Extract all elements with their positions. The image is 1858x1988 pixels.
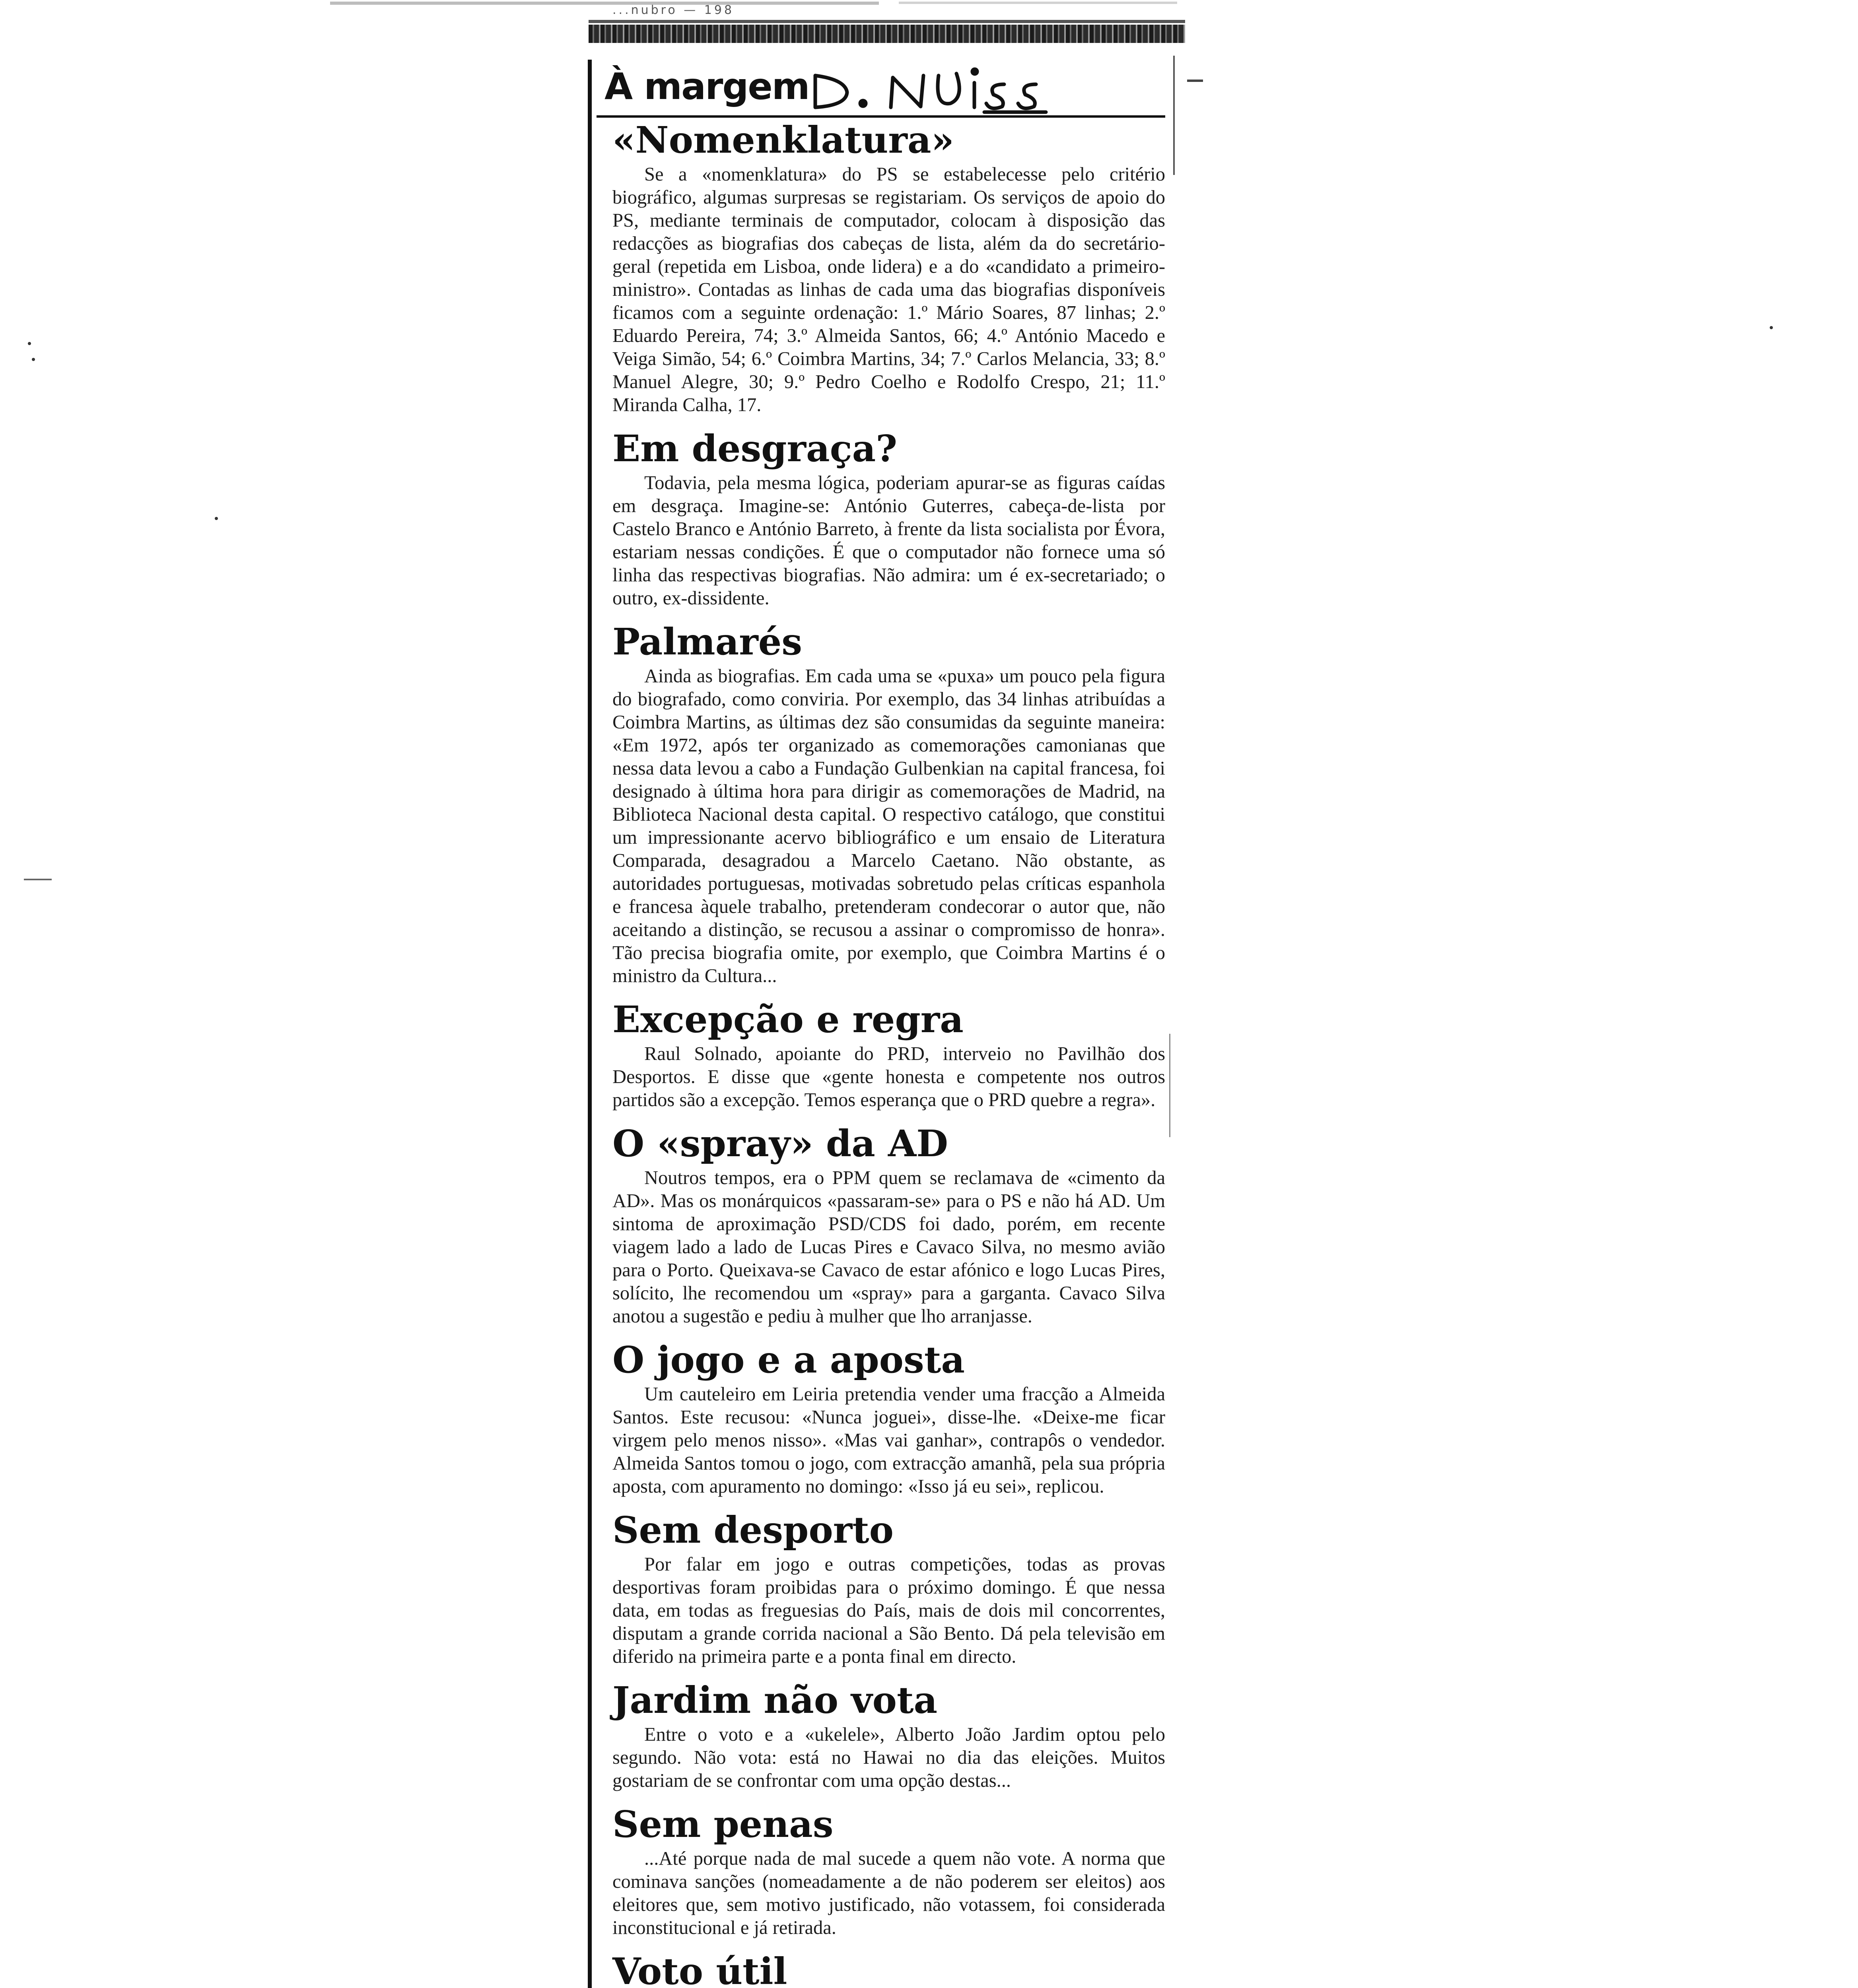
article-body: Se a «nomenklatura» do PS se estabelecesse pelo critério biográfico, algumas surpresas se registariam. Os serviços de apoio do PS, mediante terminais de computador, colocam à disposição das redacções as biografias dos cabeças de lista, além da do secretário-geral (repetida em Lisboa, onde lidera) e a do «candidato a primeiro-ministro». Contadas as linhas de cada uma das biografias disponíveis ficamos com a seguinte ordenação: 1.º Mário Soares, 87 linhas; 2.º Eduardo Pereira, 74; 3.º Almeida Santos, 66; 4.º António Macedo e Veiga Simão, 54; 6.º Coimbra Martins, 34; 7.º Carlos Melancia, 33; 8.º Manuel Alegre, 30; 9.º Pedro Coelho e Rodolfo Crespo, 21; 11.º Miranda Calha, 17. xyxy=(612,164,1165,415)
article-body: ...Até porque nada de mal sucede a quem não vote. A norma que cominava sanções (nomeadamente a de não poderem ser eleitos) aos eleitores que, sem motivo justificado, não votassem, foi considerada inconstitucional e já retirada. xyxy=(612,1848,1165,1938)
article-o-jogo-e-a-aposta xyxy=(612,1339,1173,1498)
article-voto-util xyxy=(612,1951,1173,1988)
article-palmares xyxy=(612,621,1173,988)
article-sem-desporto xyxy=(612,1509,1173,1668)
article-headline: «Nomenklatura» xyxy=(612,118,954,161)
article-column xyxy=(612,119,1173,1988)
margin-mark xyxy=(28,342,31,345)
article-em-desgraca xyxy=(612,428,1173,610)
handwritten-annotation-drawing xyxy=(807,60,1054,115)
article-headline: Excepção e regra xyxy=(612,998,964,1041)
article-body: Um cauteleiro em Leiria pretendia vender uma fracção a Almeida Santos. Este recusou: «Nunca joguei», disse-lhe. «Deixe-me ficar virgem pelo menos nisso». «Mas vai ganhar», contrapôs o vendedor. Almeida Santos tomou o jogo, com extracção amanhã, pela sua própria aposta, com apuramento no domingo: «Isso já eu sei», replicou. xyxy=(612,1384,1165,1497)
margin-mark xyxy=(1770,326,1773,329)
column-rule-left xyxy=(588,60,592,1988)
article-headline: O «spray» da AD xyxy=(612,1122,948,1165)
section-label: À margem xyxy=(604,65,809,108)
article-spray-da-ad xyxy=(612,1123,1173,1328)
margin-mark xyxy=(24,879,52,880)
article-headline: Palmarés xyxy=(612,620,803,663)
section-header xyxy=(597,60,1165,118)
article-headline: Em desgraça? xyxy=(612,427,898,470)
article-jardim-nao-vota xyxy=(612,1679,1173,1792)
column-rule-right xyxy=(1173,56,1175,175)
masthead-strip xyxy=(589,25,1185,43)
article-headline: Sem penas xyxy=(612,1803,834,1846)
article-body: Todavia, pela mesma lógica, poderiam apurar-se as figuras caídas em desgraça. Imagine-se: António Guterres, cabeça-de-lista por Castelo Branco e António Barreto, à frente da lista socialista por Évora, estariam nessas condições. É que o computador não fornece uma só linha das respectivas biografias. Não admira: um é ex-secretariado; o outro, ex-dissidente. xyxy=(612,472,1165,609)
margin-mark xyxy=(215,517,218,520)
article-headline: Jardim não vota xyxy=(612,1679,938,1722)
page-edge-rule xyxy=(899,2,1177,4)
article-sem-penas xyxy=(612,1804,1173,1939)
article-body: Entre o voto e a «ukelele», Alberto João Jardim optou pelo segundo. Não vota: está no Hawai no dia das eleições. Muitos gostariam de se confrontar com uma opção destas... xyxy=(612,1724,1165,1791)
article-headline: Voto útil xyxy=(612,1950,787,1988)
handwritten-annotation xyxy=(807,60,1054,115)
article-body: Raul Solnado, apoiante do PRD, interveio no Pavilhão dos Desportos. E disse que «gente honesta e competente nos outros partidos são a excepção. Temos esperança que o PRD quebre a regra». xyxy=(612,1043,1165,1110)
margin-mark xyxy=(1187,80,1203,82)
masthead-rule xyxy=(589,20,1185,23)
article-excepcao-e-regra xyxy=(612,999,1173,1112)
article-body: Noutros tempos, era o PPM quem se reclamava de «cimento da AD». Mas os monárquicos «passaram-se» para o PS e não há AD. Um sintoma de aproximação PSD/CDS foi dado, porém, em recente viagem lado a lado de Lucas Pires e Cavaco Silva, no mesmo avião para o Porto. Queixava-se Cavaco de estar afónico e logo Lucas Pires, solícito, lhe recomendou um «spray» para a garganta. Cavaco Silva anotou a sugestão e pediu à mulher que lho arranjasse. xyxy=(612,1167,1165,1327)
article-nomenklatura xyxy=(612,119,1173,417)
masthead-fragment: ...nubro — 198 xyxy=(612,3,735,17)
margin-mark xyxy=(32,358,35,361)
article-body: Ainda as biografias. Em cada uma se «puxa» um pouco pela figura do biografado, como conviria. Por exemplo, das 34 linhas atribuídas a Coimbra Martins, as últimas dez são consumidas da seguinte maneira: «Em 1972, após ter organizado as comemorações camonianas que nessa data levou a cabo a Fundação Gulbenkian na capital francesa, foi designado à última hora para dirigir as comemorações de Madrid, na Biblioteca Nacional desta capital. O respectivo catálogo, que constitui um impressionante acervo bibliográfico e um ensaio de Literatura Comparada, desagradou a Marcelo Caetano. Não obstante, as autoridades portuguesas, motivadas sobretudo pelas críticas espanhola e francesa àquele trabalho, pretenderam condecorar o autor que, não aceitando a distinção, se recusou a assinar o compromisso de honra». Tão precisa biografia omite, por exemplo, que Coimbra Martins é o ministro da Cultura... xyxy=(612,666,1165,986)
article-headline: O jogo e a aposta xyxy=(612,1338,965,1381)
article-body: Por falar em jogo e outras competições, todas as provas desportivas foram proibidas para o próximo domingo. É que nessa data, em todas as freguesias do País, mais de dois mil concorrentes, disputam a grande corrida nacional a São Bento. Dá pela televisão em diferido na primeira parte e a ponta final em directo. xyxy=(612,1554,1165,1667)
article-headline: Sem desporto xyxy=(612,1508,894,1551)
